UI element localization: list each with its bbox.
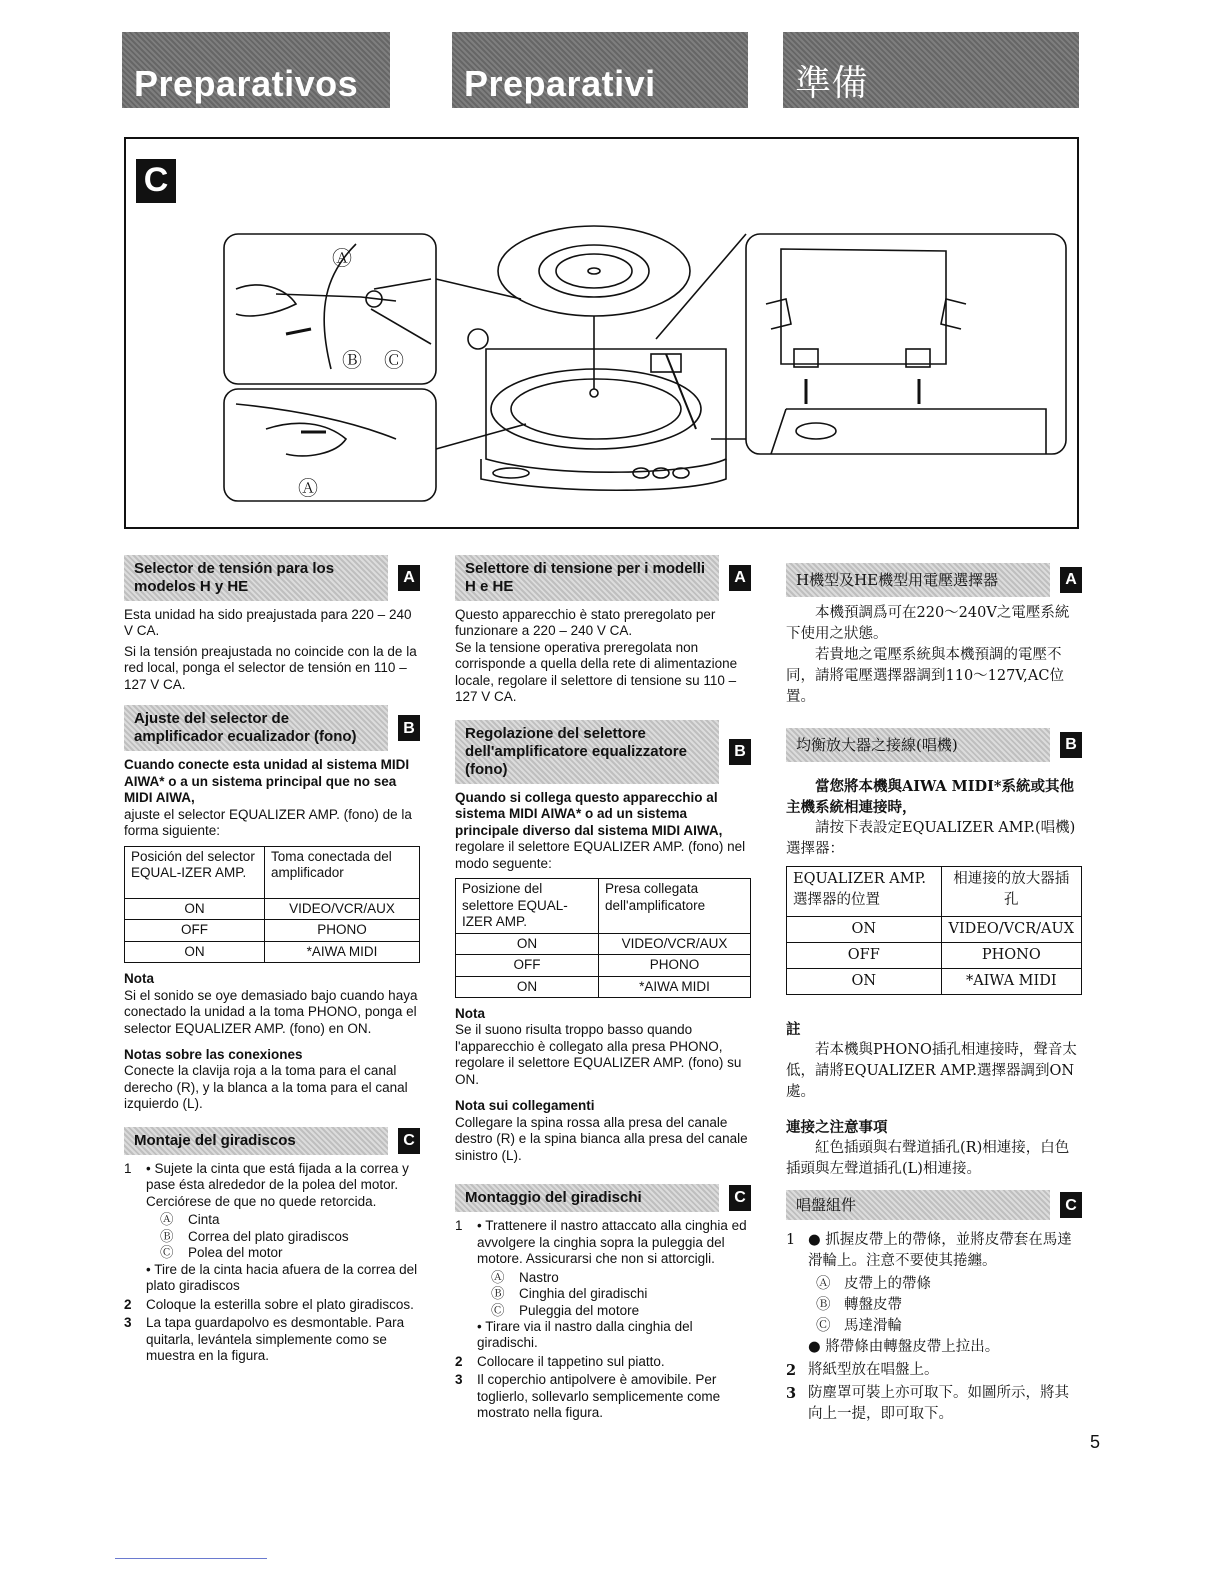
it-table-header-2: Presa collegata dell'amplificatore [599, 879, 751, 933]
it-voltage-p2: Se la tensione operativa preregolata non corrisponde a quella della rete di alimentazione locale, regolare il selettore di tensione su 110 – 127 V CA. [455, 639, 738, 705]
it-equalizer-title: Regolazione del selettore dell'amplificatore equalizzatore (fono) [455, 720, 719, 784]
es-assembly-title: Montaje del giradiscos [124, 1127, 388, 1155]
zh-equalizer-table [786, 866, 1082, 995]
table-cell: ON [787, 969, 942, 995]
it-note-text: Se il suono risulta troppo basso quando l'apparecchio è collegato alla presa PHONO, regolare il selettore EQUALIZER AMP. (fono) su ON. [455, 1022, 742, 1087]
header-es [122, 32, 390, 108]
table-cell: OFF [456, 955, 599, 976]
table-cell: *AIWA MIDI [599, 976, 751, 997]
circled-b: Ⓑ [160, 1228, 174, 1244]
zh-assembly-title: 唱盤組件 [786, 1190, 1050, 1220]
list-item [786, 1337, 1082, 1358]
es-table-header-2: Toma conectada del amplificador [264, 846, 419, 898]
zh-equalizer-heading [786, 728, 1082, 762]
it-equalizer-lead: Quando si collega questo apparecchio al sistema MIDI AIWA* o ad un sistema principale diverso dal sistema MIDI AIWA, [455, 789, 723, 838]
it-table-header-1: Posizione del selettore EQUAL-IZER AMP. [456, 879, 599, 933]
list-item [786, 1383, 1082, 1425]
list-number: 3 [124, 1315, 132, 1331]
figure-badge: C [136, 159, 176, 203]
list-text: • Sujete la cinta que está fijada a la correa y pase ésta alrededor de la polea del motor. Cerciórese de que no quede retorcida. [146, 1160, 409, 1209]
list-text: ● 抓握皮帶上的帶條，並將皮帶套在馬達滑輪上。注意不要使其捲纏。 [808, 1232, 1072, 1270]
it-connections-heading: Nota sui collegamenti [455, 1098, 595, 1114]
list-item [124, 1297, 420, 1313]
part-label: Correa del plato giradiscos [188, 1228, 349, 1244]
es-equalizer-table [124, 846, 420, 963]
es-voltage-p1: Esta unidad ha sido preajustada para 220 – 240 V CA. [124, 607, 412, 639]
callout-b: Ⓑ [342, 348, 362, 372]
list-number: 3 [455, 1372, 463, 1388]
es-part-c [124, 1245, 420, 1261]
list-number: 1 [786, 1232, 796, 1249]
it-part-a [455, 1270, 751, 1286]
part-label: Cinta [188, 1212, 220, 1228]
circled-a: Ⓐ [491, 1269, 505, 1285]
table-cell: PHONO [264, 920, 419, 941]
es-note-heading: Nota [124, 971, 154, 987]
es-part-a [124, 1212, 420, 1228]
zh-note-heading: 註 [786, 1021, 801, 1039]
list-text: • Tirare via il nastro dalla cinghia del giradischi. [477, 1319, 693, 1351]
callout-a-top: Ⓐ [332, 246, 352, 270]
it-voltage-title: Selettore di tensione per i modelli H e HE [455, 555, 719, 601]
table-cell: PHONO [599, 955, 751, 976]
table-cell: VIDEO/VCR/AUX [941, 917, 1081, 943]
list-number: 1 [124, 1160, 132, 1176]
zh-note-text: 若本機與PHONO插孔相連接時，聲音太低，請將EQUALIZER AMP.選擇器調到ON處。 [786, 1042, 1077, 1101]
table-cell: PHONO [941, 943, 1081, 969]
header-it-title: Preparativi [464, 63, 656, 104]
list-text: Collocare il tappetino sul piatto. [477, 1353, 665, 1369]
header-it [452, 32, 748, 108]
list-item [455, 1372, 751, 1421]
table-cell: OFF [125, 920, 265, 941]
part-label: Cinghia del giradischi [519, 1286, 648, 1302]
es-equalizer-heading [124, 705, 420, 751]
column-it [455, 555, 751, 1424]
es-connections-text: Conecte la clavija roja a la toma para el canal derecho (R), y la blanca a la toma para el canal izquierdo (L). [124, 1063, 408, 1112]
list-number: 3 [786, 1385, 797, 1403]
es-table-header-1: Posición del selector EQUAL-IZER AMP. [125, 846, 265, 898]
es-assembly-heading [124, 1127, 420, 1155]
footer-line [115, 1558, 267, 1559]
table-cell: *AIWA MIDI [264, 941, 419, 962]
part-label: Nastro [519, 1269, 559, 1285]
list-item [455, 1319, 751, 1352]
es-voltage-title: Selector de tensión para los modelos H y HE [124, 555, 388, 601]
table-cell: ON [125, 941, 265, 962]
list-text: 防塵罩可裝上亦可取下。如圖所示，將其向上一提，即可取下。 [808, 1385, 1069, 1423]
list-text: 將紙型放在唱盤上。 [808, 1362, 939, 1379]
es-note-text: Si el sonido se oye demasiado bajo cuando haya conectado la unidad a la toma PHONO, ponga el selector EQUALIZER AMP. (fono) en ON. [124, 987, 418, 1036]
table-cell: ON [456, 976, 599, 997]
it-badge-b: B [729, 739, 751, 765]
callout-a-bottom: Ⓐ [298, 476, 318, 500]
list-text: La tapa guardapolvo es desmontable. Para quitarla, levántela simplemente como se muestra en la figura. [146, 1315, 405, 1363]
table-cell: *AIWA MIDI [941, 969, 1081, 995]
zh-connections-heading: 連接之注意事項 [786, 1119, 888, 1137]
zh-part-b [786, 1295, 1082, 1316]
it-voltage-p1: Questo apparecchio è stato preregolato per funzionare a 220 – 240 V CA. [455, 607, 716, 639]
zh-voltage-p1: 本機預調爲可在220～240V之電壓系統下使用之狀態。 [786, 605, 1070, 643]
header-zh-title: 準備 [795, 63, 869, 104]
zh-assembly-heading [786, 1190, 1082, 1220]
circled-b: Ⓑ [816, 1297, 831, 1314]
table-cell: VIDEO/VCR/AUX [599, 933, 751, 954]
list-text: Coloque la esterilla sobre el plato giradiscos. [146, 1296, 414, 1312]
zh-badge-b: B [1060, 732, 1082, 758]
callout-c: Ⓒ [384, 348, 404, 372]
turntable-illustration [126, 139, 1077, 527]
list-number: 2 [455, 1353, 463, 1369]
circled-b: Ⓑ [491, 1286, 505, 1302]
list-text: ● 將帶條由轉盤皮帶上拉出。 [808, 1339, 1000, 1356]
list-item [124, 1161, 420, 1210]
part-label: 皮帶上的帶條 [844, 1276, 931, 1293]
zh-part-a [786, 1274, 1082, 1295]
table-cell: ON [787, 917, 942, 943]
list-text: • Trattenere il nastro attaccato alla cinghia ed avvolgere la cinghia sopra la puleggia del motore. Assicurarsi che non si attorcigli. [477, 1218, 747, 1267]
es-equalizer-lead: Cuando conecte esta unidad al sistema MIDI AIWA* o a un sistema principal que no sea MIDI AIWA, [124, 757, 410, 806]
es-connections-heading: Notas sobre las conexiones [124, 1046, 303, 1062]
it-voltage-heading [455, 555, 751, 601]
es-part-b [124, 1229, 420, 1245]
part-label: Puleggia del motore [519, 1302, 640, 1318]
zh-equalizer-lead: 當您將本機與AIWA MIDI*系統或其他主機系統相連接時， [786, 778, 1074, 817]
column-zh [786, 555, 1082, 1427]
zh-voltage-heading [786, 563, 1082, 597]
it-part-b [455, 1286, 751, 1302]
list-item [455, 1218, 751, 1267]
column-es [124, 555, 420, 1366]
es-badge-b: B [398, 715, 420, 741]
list-item [124, 1262, 420, 1295]
circled-a: Ⓐ [160, 1212, 174, 1228]
zh-voltage-title: H機型及HE機型用電壓選擇器 [786, 563, 1050, 597]
table-cell: ON [125, 898, 265, 919]
es-badge-c: C [398, 1128, 420, 1154]
it-equalizer-heading [455, 720, 751, 784]
zh-equalizer-title: 均衡放大器之接線(唱機) [786, 728, 1050, 762]
part-label: 馬達滑輪 [844, 1318, 902, 1335]
it-badge-a: A [729, 565, 751, 591]
circled-c: Ⓒ [491, 1302, 505, 1318]
list-number: 2 [786, 1362, 797, 1380]
zh-voltage-p2: 若貴地之電壓系統與本機預調的電壓不同，請將電壓選擇器調到110～127V,AC位置。 [786, 647, 1064, 706]
list-number: 1 [455, 1218, 463, 1234]
part-label: 轉盤皮帶 [844, 1297, 902, 1314]
it-assembly-title: Montaggio del giradischi [455, 1184, 719, 1212]
zh-table-header-2: 相連接的放大器插孔 [941, 867, 1081, 917]
es-voltage-p2: Si la tensión preajustada no coincide con la de la red local, ponga el selector de tensión en 110 – 127 V CA. [124, 643, 417, 692]
zh-part-c [786, 1316, 1082, 1337]
circled-c: Ⓒ [160, 1245, 174, 1261]
turntable-figure [124, 137, 1079, 529]
zh-connections-text: 紅色插頭與右聲道插孔(R)相連接，白色插頭與左聲道插孔(L)相連接。 [786, 1140, 1070, 1178]
zh-badge-c: C [1060, 1192, 1082, 1218]
it-equalizer-table [455, 878, 751, 998]
it-note-heading: Nota [455, 1005, 485, 1021]
list-item [124, 1315, 420, 1364]
list-text: • Tire de la cinta hacia afuera de la correa del plato giradiscos [146, 1261, 418, 1294]
it-badge-c: C [729, 1185, 751, 1211]
list-text: Il coperchio antipolvere è amovibile. Per toglierlo, sollevarlo semplicemente come mostrato nella figura. [477, 1372, 721, 1421]
it-part-c [455, 1303, 751, 1319]
es-badge-a: A [398, 565, 420, 591]
table-cell: VIDEO/VCR/AUX [264, 898, 419, 919]
circled-c: Ⓒ [816, 1318, 831, 1335]
circled-a: Ⓐ [816, 1276, 831, 1293]
zh-badge-a: A [1060, 567, 1082, 593]
it-connections-text: Collegare la spina rossa alla presa del canale destro (R) e la spina bianca alla presa del canale sinistro (L). [455, 1114, 748, 1163]
zh-equalizer-p1: 請按下表設定EQUALIZER AMP.(唱機)選擇器： [786, 820, 1076, 858]
table-cell: ON [456, 933, 599, 954]
it-assembly-heading [455, 1184, 751, 1212]
list-item [786, 1230, 1082, 1272]
it-equalizer-p1: regolare il selettore EQUALIZER AMP. (fono) nel modo seguente: [455, 839, 746, 871]
table-cell: OFF [787, 943, 942, 969]
es-voltage-heading [124, 555, 420, 601]
header-es-title: Preparativos [134, 63, 359, 104]
zh-table-header-1: EQUALIZER AMP. 選擇器的位置 [787, 867, 942, 917]
list-item [786, 1360, 1082, 1381]
es-equalizer-title: Ajuste del selector de amplificador ecualizador (fono) [124, 705, 388, 751]
header-zh [783, 32, 1079, 108]
list-number: 2 [124, 1296, 132, 1312]
es-equalizer-p1: ajuste el selector EQUALIZER AMP. (fono) de la forma siguiente: [124, 806, 412, 839]
part-label: Polea del motor [188, 1245, 283, 1261]
page-number: 5 [1090, 1432, 1101, 1452]
list-item [455, 1354, 751, 1370]
